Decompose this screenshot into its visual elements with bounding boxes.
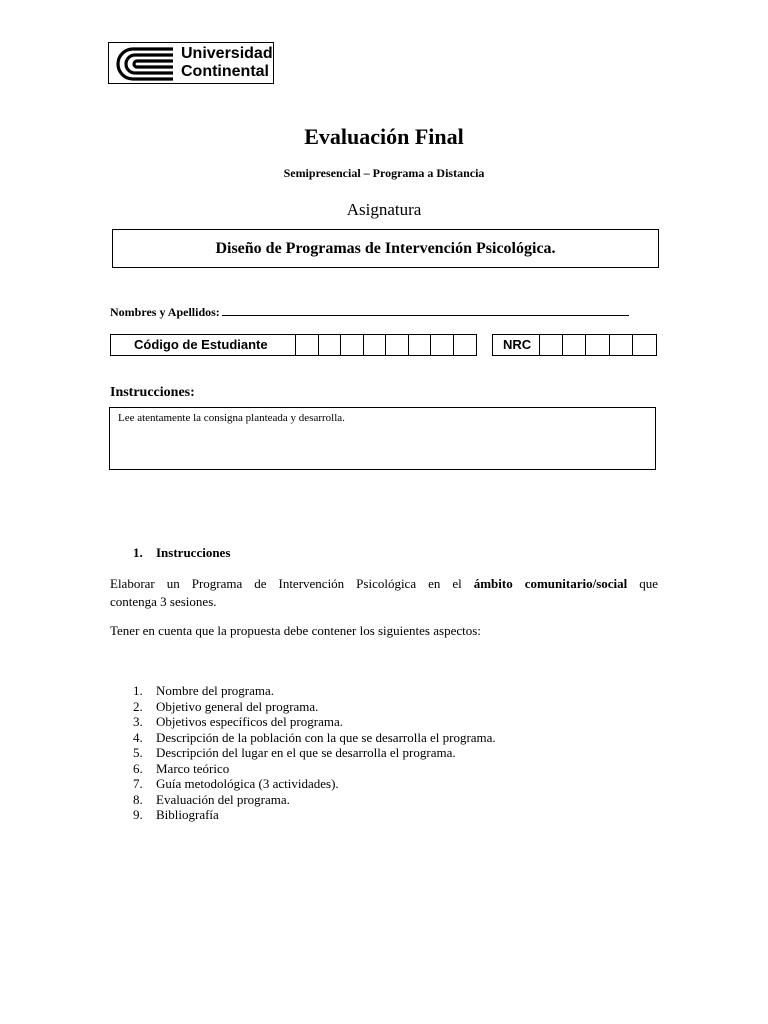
student-code-cell[interactable]: [341, 335, 364, 355]
nrc-cell[interactable]: [540, 335, 563, 355]
names-label: Nombres y Apellidos:: [110, 305, 220, 319]
student-code-cell[interactable]: [386, 335, 409, 355]
section-title: Instrucciones: [156, 545, 231, 560]
course-name: Diseño de Programas de Intervención Psicológica.: [215, 240, 556, 257]
list-item: 7. Guía metodológica (3 actividades).: [133, 776, 339, 791]
instructions-box: [109, 407, 656, 470]
student-code-cell[interactable]: [454, 335, 477, 355]
list-item: 5. Descripción del lugar en el que se desarrolla el programa.: [133, 745, 456, 760]
nrc-label: NRC: [493, 335, 540, 355]
student-code-table: [110, 334, 477, 356]
aspects-list: [133, 683, 496, 823]
student-code-cell[interactable]: [296, 335, 319, 355]
student-code-cell[interactable]: [431, 335, 454, 355]
university-logo: [108, 42, 274, 84]
list-item: 6. Marco teórico: [133, 760, 230, 776]
student-code-cell[interactable]: [364, 335, 387, 355]
paragraph-aspects: Tener en cuenta que la propuesta debe contener los siguientes aspectos:: [110, 623, 481, 638]
list-item: 9. Bibliografía: [133, 807, 219, 822]
list-item: 2. Objetivo general del programa.: [133, 698, 319, 714]
nrc-cell[interactable]: [610, 335, 633, 355]
paragraph-task-text-b: que: [639, 576, 659, 591]
page-title: Evaluación Final: [304, 124, 464, 149]
instructions-text: Lee atentamente la consigna planteada y desarrolla.: [118, 412, 345, 424]
course-name-box: [112, 229, 659, 268]
student-code-label: Código de Estudiante: [111, 335, 296, 355]
names-fill-line[interactable]: [222, 305, 629, 316]
list-item: 8. Evaluación del programa.: [133, 791, 290, 807]
list-item: 3. Objetivos específicos del programa.: [133, 714, 343, 729]
section-number: 1.: [133, 545, 143, 560]
section-heading: [133, 545, 230, 561]
nrc-cell[interactable]: [633, 335, 656, 355]
names-row: [110, 305, 629, 320]
student-code-cell[interactable]: [409, 335, 432, 355]
list-item: 1. Nombre del programa.: [133, 683, 275, 698]
nrc-table: [492, 334, 657, 356]
paragraph-task-text-a: Elaborar un Programa de Intervención Psicológica en el: [110, 576, 462, 591]
logo-line-1: Universidad: [181, 45, 273, 62]
nrc-cell[interactable]: [586, 335, 609, 355]
logo-mark-icon: [111, 45, 177, 83]
paragraph-task: [110, 575, 658, 611]
logo-line-2: Continental: [181, 63, 269, 80]
paragraph-task-text-c: contenga 3 sesiones.: [110, 594, 217, 609]
list-item: 4. Descripción de la población con la que se desarrolla el programa.: [133, 729, 496, 745]
nrc-cell[interactable]: [563, 335, 586, 355]
paragraph-task-bold: ámbito comunitario/social: [473, 576, 628, 591]
instructions-label: Instrucciones:: [110, 385, 195, 400]
student-code-cell[interactable]: [319, 335, 342, 355]
logo-text: [181, 45, 273, 81]
page-subtitle: Semipresencial – Programa a Distancia: [283, 166, 485, 180]
paragraph-task-line-1: [110, 575, 658, 593]
subject-label: Asignatura: [346, 200, 422, 219]
